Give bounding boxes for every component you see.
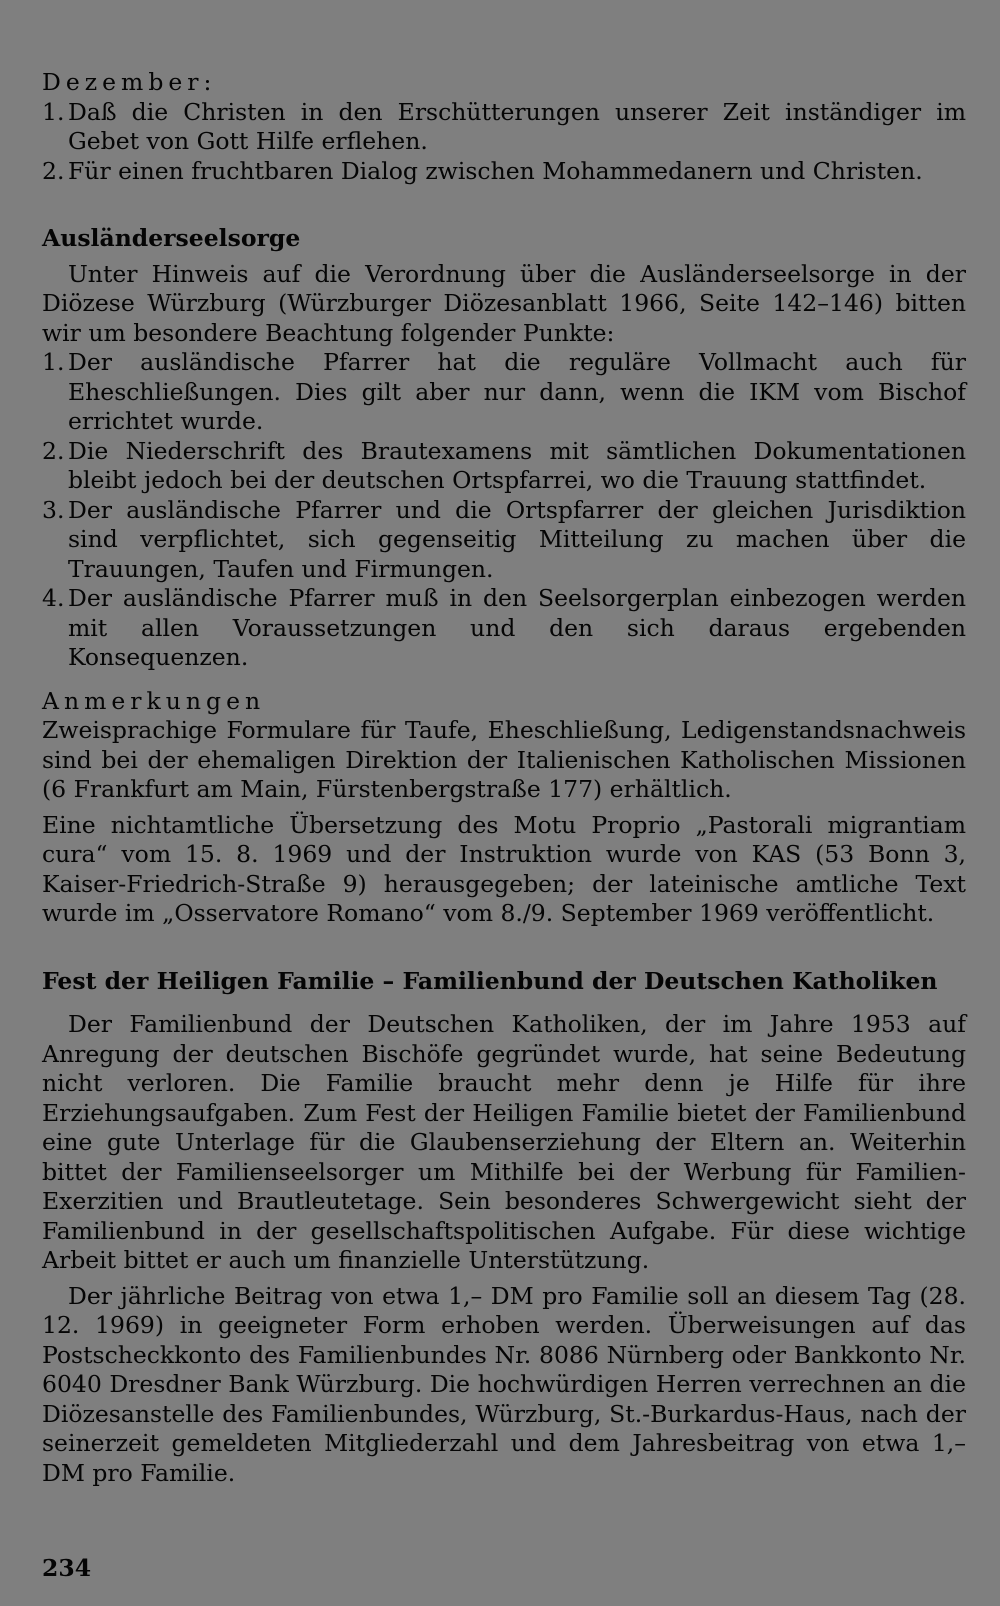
list-text: Für einen fruchtbaren Dialog zwischen Mohammedanern und Christen. <box>68 156 923 185</box>
list-number: 1. <box>42 348 65 376</box>
anmerkungen-paragraph-2: Eine nichtamtliche Übersetzung des Motu Proprio „Pastorali migrantiam cura“ vom 15. 8. 1969 und der Instruktion wurde von KAS (53 Bonn 3, Kaiser-Friedrich-Straße 9) herausgegeben; der lateinische amtliche Text wurde im „Osservatore Romano“ vom 8./9. September 1969 veröffentlicht. <box>42 810 966 927</box>
list-text: Der ausländische Pfarrer hat die reguläre Vollmacht auch für Eheschließungen. Dies gilt aber nur dann, wenn die IKM vom Bischof errichtet wurde. <box>68 348 966 435</box>
list-item <box>42 348 966 437</box>
list-number: 1. <box>42 97 65 126</box>
list-number: 2. <box>42 156 65 185</box>
list-item <box>42 496 966 585</box>
list-item <box>42 157 966 187</box>
december-heading: Dezember: <box>42 68 217 96</box>
list-number: 2. <box>42 436 65 465</box>
list-item <box>42 584 966 673</box>
fest-paragraph-1: Der Familienbund der Deutschen Katholiken, der im Jahre 1953 auf Anregung der deutschen Bischöfe gegründet wurde, hat seine Bedeutung nicht verloren. Die Familie braucht mehr denn je Hilfe für ihre Erziehungsaufgaben. Zum Fest der Heiligen Familie bietet der Familienbund eine gute Unterlage für die Glaubenserziehung der Eltern an. Weiterhin bittet der Familienseelsorger um Mithilfe bei der Werbung für Familien-Exerzitien und Brautleutetage. Sein besonderes Schwergewicht sieht der Familienbund in der gesellschaftspolitischen Aufgabe. Für diese wichtige Arbeit bittet er auch um finanzielle Unterstützung. <box>42 1010 966 1274</box>
list-text: Die Niederschrift des Brautexamens mit sämtlichen Dokumentationen bleibt jedoch bei der deutschen Ortspfarrei, wo die Trauung stattfindet. <box>68 436 966 494</box>
list-text: Daß die Christen in den Erschütterungen unserer Zeit inständiger im Gebet von Gott Hilfe erflehen. <box>68 97 966 155</box>
list-number: 4. <box>42 584 65 612</box>
list-text: Der ausländische Pfarrer und die Ortspfarrer der gleichen Jurisdiktion sind verpflichtet, sich gegenseitig Mitteilung zu machen über die Trauungen, Taufen und Firmungen. <box>68 495 966 583</box>
december-list <box>42 98 966 187</box>
fest-paragraph-2: Der jährliche Beitrag von etwa 1,– DM pro Familie soll an diesem Tag (28. 12. 1969) in geeigneter Form erhoben werden. Überweisungen auf das Postscheckkonto des Familienbundes Nr. 8086 Nürnberg oder Bankkonto Nr. 6040 Dresdner Bank Würzburg. Die hochwürdigen Herren verrechnen an die Diözesanstelle des Familienbundes, Würzburg, St.-Burkardus-Haus, nach der seinerzeit gemeldeten Mitgliederzahl und dem Jahresbeitrag von etwa 1,– DM pro Familie. <box>42 1281 966 1487</box>
auslaenderseelsorge-heading: Ausländerseelsorge <box>42 224 301 252</box>
page-number: 234 <box>42 1554 92 1582</box>
auslaenderseelsorge-list <box>42 348 966 673</box>
auslaenderseelsorge-intro: Unter Hinweis auf die Verordnung über die Ausländerseelsorge in der Diözese Würzburg (Würzburger Diözesanblatt 1966, Seite 142–146) bitten wir um besondere Beachtung folgender Punkte: <box>42 259 966 347</box>
fest-heading: Fest der Heiligen Familie – Familienbund der Deutschen Katholiken <box>42 966 938 995</box>
list-number: 3. <box>42 495 65 524</box>
anmerkungen-paragraph-1: Zweisprachige Formulare für Taufe, Eheschließung, Ledigenstandsnachweis sind bei der ehemaligen Direktion der Italienischen Katholischen Missionen (6 Frankfurt am Main, Fürstenbergstraße 177) erhältlich. <box>42 716 966 803</box>
document-page <box>42 68 966 1488</box>
list-text: Der ausländische Pfarrer muß in den Seelsorgerplan einbezogen werden mit allen Voraussetzungen und den sich daraus ergebenden Konsequenzen. <box>68 584 966 671</box>
anmerkungen-heading: Anmerkungen <box>42 686 266 715</box>
list-item <box>42 437 966 496</box>
list-item <box>42 98 966 157</box>
